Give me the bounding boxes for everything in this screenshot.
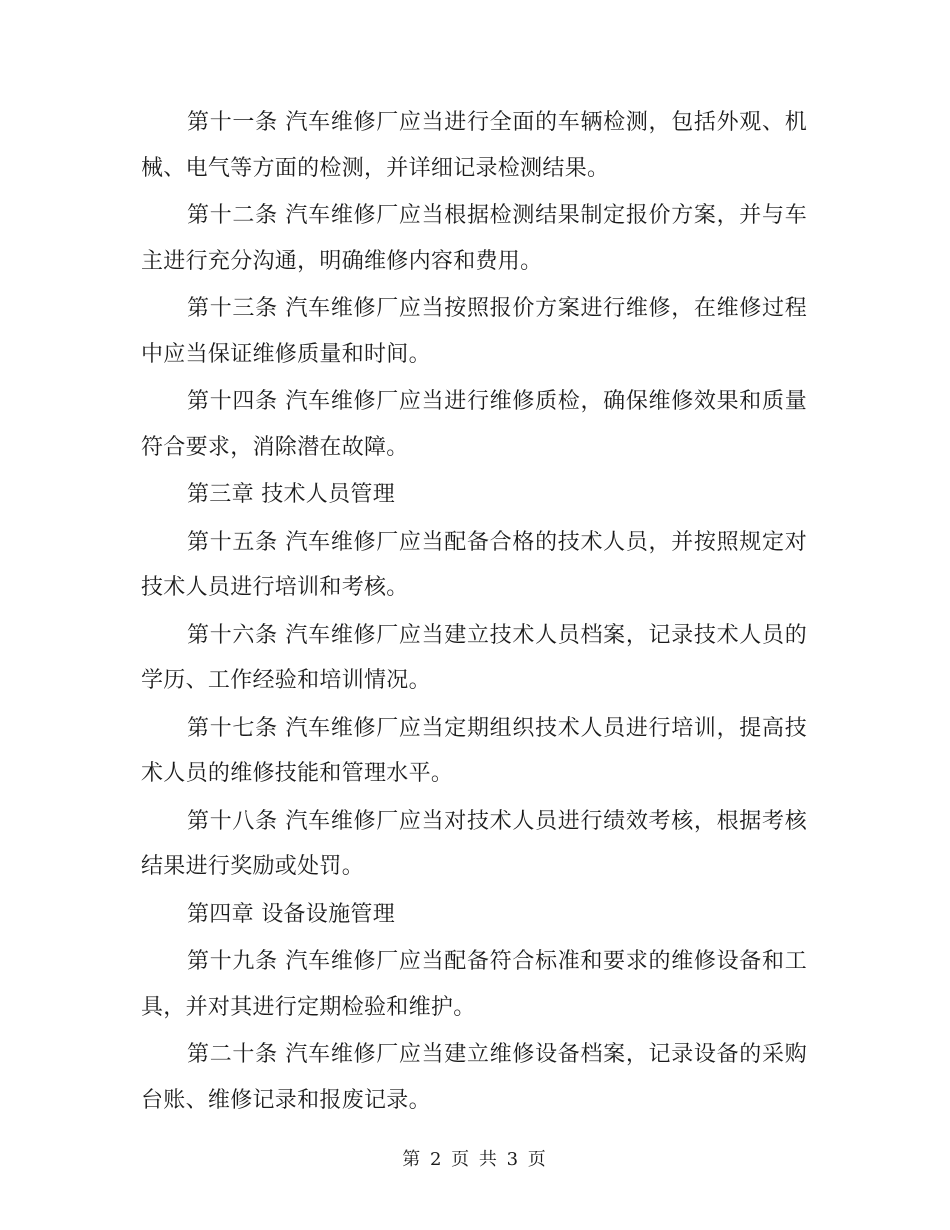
chapter-4-heading: 第四章 设备设施管理 [187,901,395,927]
article-13: 第十三条 汽车维修厂应当按照报价方案进行维修，在维修过程中应当保证维修质量和时间。 [141,296,807,367]
article-12: 第十二条 汽车维修厂应当根据检测结果制定报价方案，并与车主进行充分沟通，明确维修内容和费用。 [141,203,807,274]
document-body [141,100,807,1125]
article-14: 第十四条 汽车维修厂应当进行维修质检，确保维修效果和质量符合要求，消除潜在故障。 [141,389,807,460]
article-11: 第十一条 汽车维修厂应当进行全面的车辆检测，包括外观、机械、电气等方面的检测，并详细记录检测结果。 [141,110,807,181]
article-19: 第十九条 汽车维修厂应当配备符合标准和要求的维修设备和工具，并对其进行定期检验和维护。 [141,949,807,1020]
article-18: 第十八条 汽车维修厂应当对技术人员进行绩效考核，根据考核结果进行奖励或处罚。 [141,808,807,879]
article-17: 第十七条 汽车维修厂应当定期组织技术人员进行培训，提高技术人员的维修技能和管理水平。 [141,715,807,786]
article-15: 第十五条 汽车维修厂应当配备合格的技术人员，并按照规定对技术人员进行培训和考核。 [141,529,807,600]
page-number-footer: 第 2 页 共 3 页 [402,1149,548,1170]
article-20: 第二十条 汽车维修厂应当建立维修设备档案，记录设备的采购台账、维修记录和报废记录。 [141,1042,807,1113]
article-16: 第十六条 汽车维修厂应当建立技术人员档案，记录技术人员的学历、工作经验和培训情况。 [141,622,807,693]
chapter-3-heading: 第三章 技术人员管理 [187,482,395,507]
